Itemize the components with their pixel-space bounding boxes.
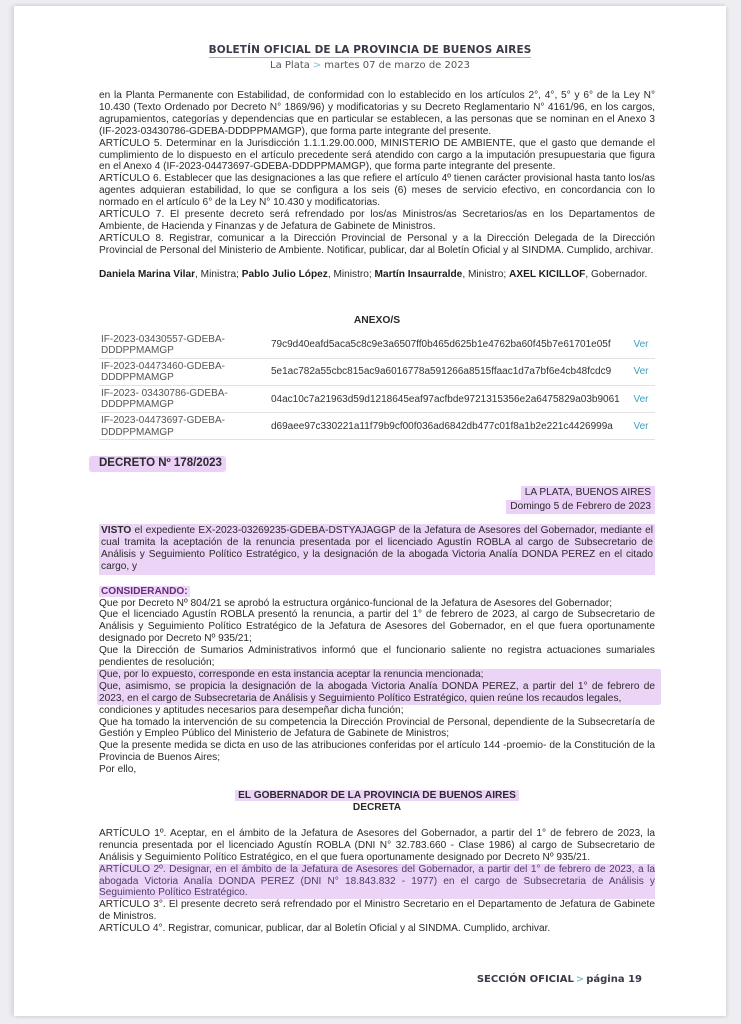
anexo-hash: 5e1ac782a55cbc815ac9a6016778a591266a8515ffaac1d7a7bf6e4cb48fcdc9	[269, 358, 627, 385]
decree-article-1: ARTÍCULO 1º. Aceptar, en el ámbito de la Jefatura de Asesores del Gobernador, a partir del 1° de febrero de 2023, la renuncia presentada por el licenciado Agustín ROBLA (DNI N° 32.783.660 - Clase 1986) al cargo de Subsecretario de Análisis y Seguimiento Político Estratégico, en el que fuera oportunamente designado por Decreto Nº 935/21.	[99, 827, 655, 863]
anexo-hash: 04ac10c7a21963d59d1218645eaf97acfbde9721315356e2a6475829a03b9061	[269, 385, 627, 412]
table-row	[99, 413, 655, 440]
anexo-ref: IF-2023-04473460-GDEBA-DDDPPMAMGP	[99, 358, 269, 385]
considerando-item: Por ello,	[99, 764, 137, 776]
signer-role: , Ministro;	[327, 268, 375, 280]
considerando-heading	[99, 586, 655, 598]
considerando-item: Que la presente medida se dicta en uso de las atribuciones conferidas por el artículo 144 -proemio- de la Constitución de la Provincia de Buenos Aires;	[99, 740, 655, 764]
footer-page: página 19	[586, 974, 642, 985]
anexo-hash: 79c9d40eafd5aca5c8c9e3a6507ff0b465d625b1e4762ba60f45b7e61701e05f	[269, 332, 627, 359]
table-row	[99, 385, 655, 412]
considerando-item: Que, asimismo, se propicia la designación de la abogada Victoria Analía DONDA PEREZ, a partir del 1° de febrero de 2023, en el cargo de Subsecretaria de Análisis y Seguimiento Político Estratégico, quien reúne los recaudos legales,	[99, 680, 655, 704]
signer-name: Daniela Marina Vilar	[99, 268, 196, 280]
visto-label: VISTO	[101, 524, 132, 536]
bulletin-city: La Plata	[270, 60, 310, 71]
considerando-item: Que la Dirección de Sumarios Administrativos informó que el funcionario saliente no registra actuaciones sumariales pendientes de resolución;	[99, 645, 655, 669]
decree-date: Domingo 5 de Febrero de 2023	[506, 500, 655, 514]
ver-link[interactable]: Ver	[627, 385, 655, 412]
ver-link[interactable]: Ver	[627, 358, 655, 385]
decree-place-date	[99, 486, 655, 514]
governor-title: EL GOBERNADOR DE LA PROVINCIA DE BUENOS AIRES	[235, 790, 519, 801]
anexos-title: ANEXO/S	[353, 314, 401, 326]
considerando-item: Que ha tomado la intervención de su competencia la Dirección Provincial de Personal, dependiente de la Subsecretaría de Gestión y Empleo Público del Ministerio de Jefatura de Gabinete de Ministros;	[99, 716, 655, 740]
chevron-right-icon: >	[575, 974, 585, 985]
bulletin-title: BOLETÍN OFICIAL DE LA PROVINCIA DE BUENOS AIRES	[208, 44, 532, 56]
considerando-item: Que por Decreto Nº 804/21 se aprobó la estructura orgánico-funcional de la Jefatura de Asesores del Gobernador;	[99, 597, 613, 609]
ver-link[interactable]: Ver	[627, 332, 655, 359]
visto-text: el expediente EX-2023-03269235-GDEBA-DSTYAJAGGP de la Jefatura de Asesores del Gobernador, mediante el cual tramita la aceptación de la renuncia presentada por el licenciado Agustín ROBLA al cargo de Subsecretario de Análisis y Seguimiento Político Estratégico, y la designación de la abogada Victoria Analía DONDA PEREZ en el citado cargo, y	[101, 524, 653, 572]
bulletin-header	[14, 40, 726, 71]
prev-article-7: ARTÍCULO 7. El presente decreto será refrendado por los/as Ministros/as Secretarios/as en los Departamentos de Ambiente, de Hacienda y Finanzas y de Jefatura de Gabinete de Ministros.	[99, 209, 655, 232]
document-page	[14, 6, 726, 1016]
bulletin-subtitle	[14, 60, 726, 71]
anexo-hash: d69aee97c330221a11f79b9cf00f036ad6842db477c01f8a1b2e221c4426999a	[269, 413, 627, 440]
anexos-table	[99, 332, 655, 441]
prev-article-6: ARTÍCULO 6. Establecer que las designaciones a las que refiere el artículo 4º tienen carácter provisional hasta tanto los/as agentes adquieran estabilidad, lo que se configura a los seis (6) meses de servicio efectivo, en concordancia con lo normado en el artículo 6° de la Ley N° 10.430 y modificatorias.	[99, 173, 655, 209]
anexo-ref: IF-2023-04473697-GDEBA-DDDPPMAMGP	[99, 413, 269, 440]
decree-article-3: ARTÍCULO 3°. El presente decreto será refrendado por el Ministro Secretario en el Departamento de Jefatura de Gabinete de Ministros.	[99, 899, 655, 923]
decreta-heading: DECRETA	[352, 802, 402, 813]
signer-role: , Ministra;	[195, 268, 242, 280]
considerando-item: Que, por lo expuesto, corresponde en esta instancia aceptar la renuncia mencionada;	[99, 668, 484, 680]
bulletin-date: martes 07 de marzo de 2023	[324, 60, 470, 71]
footer-section: SECCIÓN OFICIAL	[476, 974, 574, 985]
signer-role: , Gobernador.	[585, 268, 648, 280]
considerando-item: condiciones y aptitudes necesarios para desempeñar dicha función;	[99, 704, 404, 716]
prev-article-5: ARTÍCULO 5. Determinar en la Jurisdicción 1.1.1.29.00.000, MINISTERIO DE AMBIENTE, que el gasto que demande el cumplimiento de lo dispuesto en el artículo precedente será atendido con cargo a la imputación presupuestaria que figura en el Anexo 4 (IF-2023-04473697-GDEBA-DDDPPMAMGP), que forma parte integrante del presente.	[99, 137, 655, 173]
decree-article-2: ARTÍCULO 2º. Designar, en el ámbito de la Jefatura de Asesores del Gobernador, a partir del 1° de febrero de 2023, a la abogada Victoria Analía DONDA PEREZ (DNI N° 18.843.832 - 1977) en el cargo de Subsecretaria de Análisis y Seguimiento Político Estratégico.	[99, 863, 655, 899]
governor-heading	[99, 790, 655, 802]
anexo-ref: IF-2023-03430557-GDEBA-DDDPPMAMGP	[99, 332, 269, 359]
signer-name: Martín Insaurralde	[374, 268, 463, 280]
signers-line	[99, 269, 655, 281]
table-row	[99, 332, 655, 359]
signer-name: Pablo Julio López	[241, 268, 328, 280]
ver-link[interactable]: Ver	[627, 413, 655, 440]
document-body	[99, 90, 655, 935]
considerando-item: Que el licenciado Agustín ROBLA presentó la renuncia, a partir del 1° de febrero de 2023, al cargo de Subsecretario de Análisis y Seguimiento Político Estratégico de la Jefatura de Asesores del Gobernador, en el que fuera oportunamente designado por Decreto Nº 935/21;	[99, 609, 655, 645]
highlighted-considerandos	[97, 669, 661, 705]
considerando-label: CONSIDERANDO:	[101, 585, 188, 597]
decree-title: DECRETO Nº 178/2023	[89, 456, 226, 472]
chevron-right-icon: >	[312, 60, 322, 71]
table-row	[99, 358, 655, 385]
page-footer	[477, 974, 642, 985]
signer-name: AXEL KICILLOF	[509, 268, 586, 280]
decree-place: LA PLATA, BUENOS AIRES	[521, 486, 655, 500]
prev-article-8: ARTÍCULO 8. Registrar, comunicar a la Dirección Provincial de Personal y a la Dirección Delegada de la Dirección Provincial de Personal del Ministerio de Ambiente. Notificar, publicar, dar al Boletín Oficial y al SINDMA. Cumplido, archivar.	[99, 232, 655, 256]
anexo-ref: IF-2023- 03430786-GDEBA-DDDPPMAMGP	[99, 385, 269, 412]
prev-paragraph: en la Planta Permanente con Estabilidad, de conformidad con lo establecido en los artículos 2°, 4°, 5° y 6° de la Ley N° 10.430 (Texto Ordenado por Decreto N° 1869/96) y modificatorias y su Decreto Reglamentario N° 4161/96, en los cargos, agrupamientos, categorías y dependencias que en particular se establecen, a las personas que se nominan en el Anexo 3 (IF-2023-03430786-GDEBA-DDDPPMAMGP), que forma parte integrante del presente.	[99, 90, 655, 137]
signer-role: , Ministro;	[462, 268, 510, 280]
visto-paragraph	[99, 524, 655, 575]
decree-article-4: ARTÍCULO 4°. Registrar, comunicar, publicar, dar al Boletín Oficial y al SINDMA. Cumplido, archivar.	[99, 923, 551, 935]
